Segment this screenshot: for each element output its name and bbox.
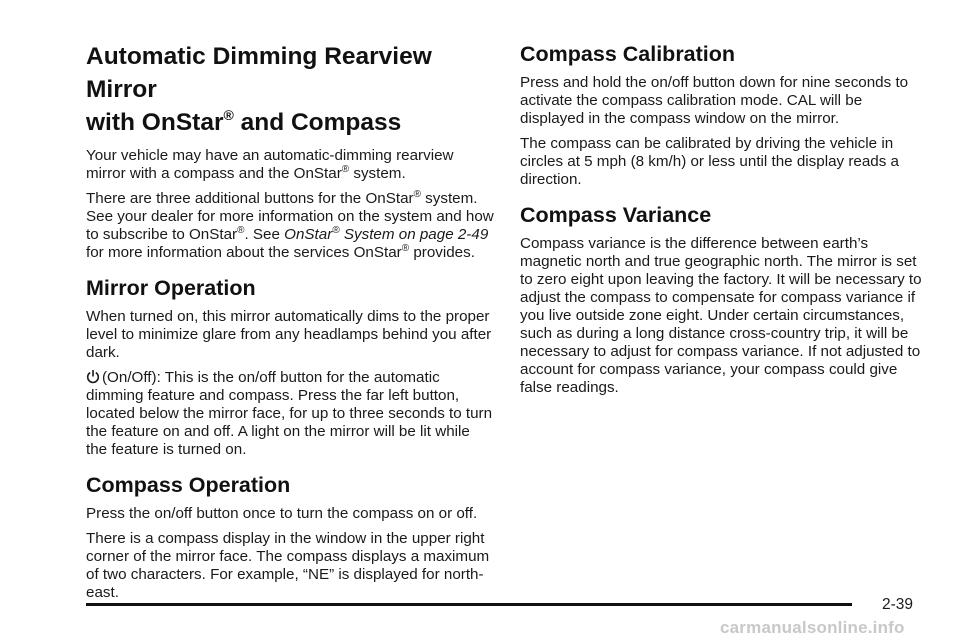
intro-text: Your vehicle may have an automatic-dimming rearview mirror with a compass and the OnStar — [86, 147, 454, 182]
registered-mark: ® — [413, 189, 421, 200]
intro-text-tail: system. — [349, 165, 406, 182]
heading-compass-operation: Compass Operation — [86, 473, 291, 497]
heading-mirror-operation: Mirror Operation — [86, 276, 256, 300]
left-column — [86, 40, 494, 609]
registered-mark: ® — [341, 164, 350, 175]
compass-operation-paragraph-1: Press the on/off button once to turn the compass on or off. — [86, 505, 478, 522]
mirror-operation-paragraph-2 — [86, 369, 494, 459]
onstar-link-text[interactable]: OnStar — [284, 226, 333, 243]
calibration-paragraph-1: Press and hold the on/off button down for nine seconds to activate the compass calibration mode. CAL will be displayed in the compass window on the mirror. — [520, 74, 909, 127]
compass-operation-paragraph-2: There is a compass display in the window in the upper right corner of the mirror face. The compass displays a maximum of two characters. For example, “NE” is displayed for north-east. — [86, 530, 490, 601]
page-number: 2-39 — [882, 596, 914, 613]
title-line2-post: and Compass — [233, 109, 402, 136]
on-off-description: (On/Off): This is the on/off button for the automatic dimming feature and compass. Press the far left button, located below the mirror face, for up to three seconds to turn the feature on and off. A light on the mirror will be lit while the feature is turned on. — [86, 369, 493, 458]
buttons-text-2: system. See your dealer for more information on the system and how to subscribe to OnStar — [86, 190, 494, 243]
calibration-paragraph-2: The compass can be calibrated by driving the vehicle in circles at 5 mph (8 km/h) or less until the display reads a direction. — [520, 135, 899, 188]
heading-compass-calibration: Compass Calibration — [520, 42, 736, 66]
buttons-text-1: There are three additional buttons for the OnStar — [86, 190, 414, 207]
buttons-text-5: provides. — [409, 244, 475, 261]
registered-mark: ® — [237, 225, 245, 236]
onstar-link-tail[interactable]: System on page 2-49 — [339, 226, 489, 243]
page-title — [86, 40, 494, 139]
onstar-reference-link[interactable] — [284, 226, 488, 243]
buttons-text-3: . See — [244, 226, 285, 243]
footer-rule — [86, 603, 852, 606]
right-column — [520, 40, 930, 404]
buttons-text-4: for more information about the services OnStar — [86, 244, 402, 261]
registered-mark: ® — [401, 243, 410, 254]
registered-mark: ® — [332, 225, 340, 236]
title-line1: Automatic Dimming Rearview Mirror — [86, 43, 432, 103]
buttons-paragraph — [86, 190, 494, 262]
registered-mark: ® — [223, 107, 234, 123]
intro-paragraph — [86, 147, 494, 183]
title-line2-pre: with OnStar — [86, 109, 224, 136]
heading-compass-variance: Compass Variance — [520, 203, 712, 227]
watermark: carmanualsonline.info — [720, 618, 905, 637]
power-icon — [86, 369, 100, 384]
mirror-operation-paragraph-1: When turned on, this mirror automatically dims to the proper level to minimize glare from any headlamps behind you after dark. — [86, 308, 492, 361]
variance-paragraph: Compass variance is the difference between earth’s magnetic north and true geographic north. The mirror is set to zero eight upon leaving the factory. It will be necessary to adjust the compass to compensate for compass variance if you live outside zone eight. Under certain circumstances, such as during a long distance cross-country trip, it will be necessary to adjust for compass variance. If not adjusted to account for compass variance, your compass could give false readings. — [520, 235, 922, 396]
